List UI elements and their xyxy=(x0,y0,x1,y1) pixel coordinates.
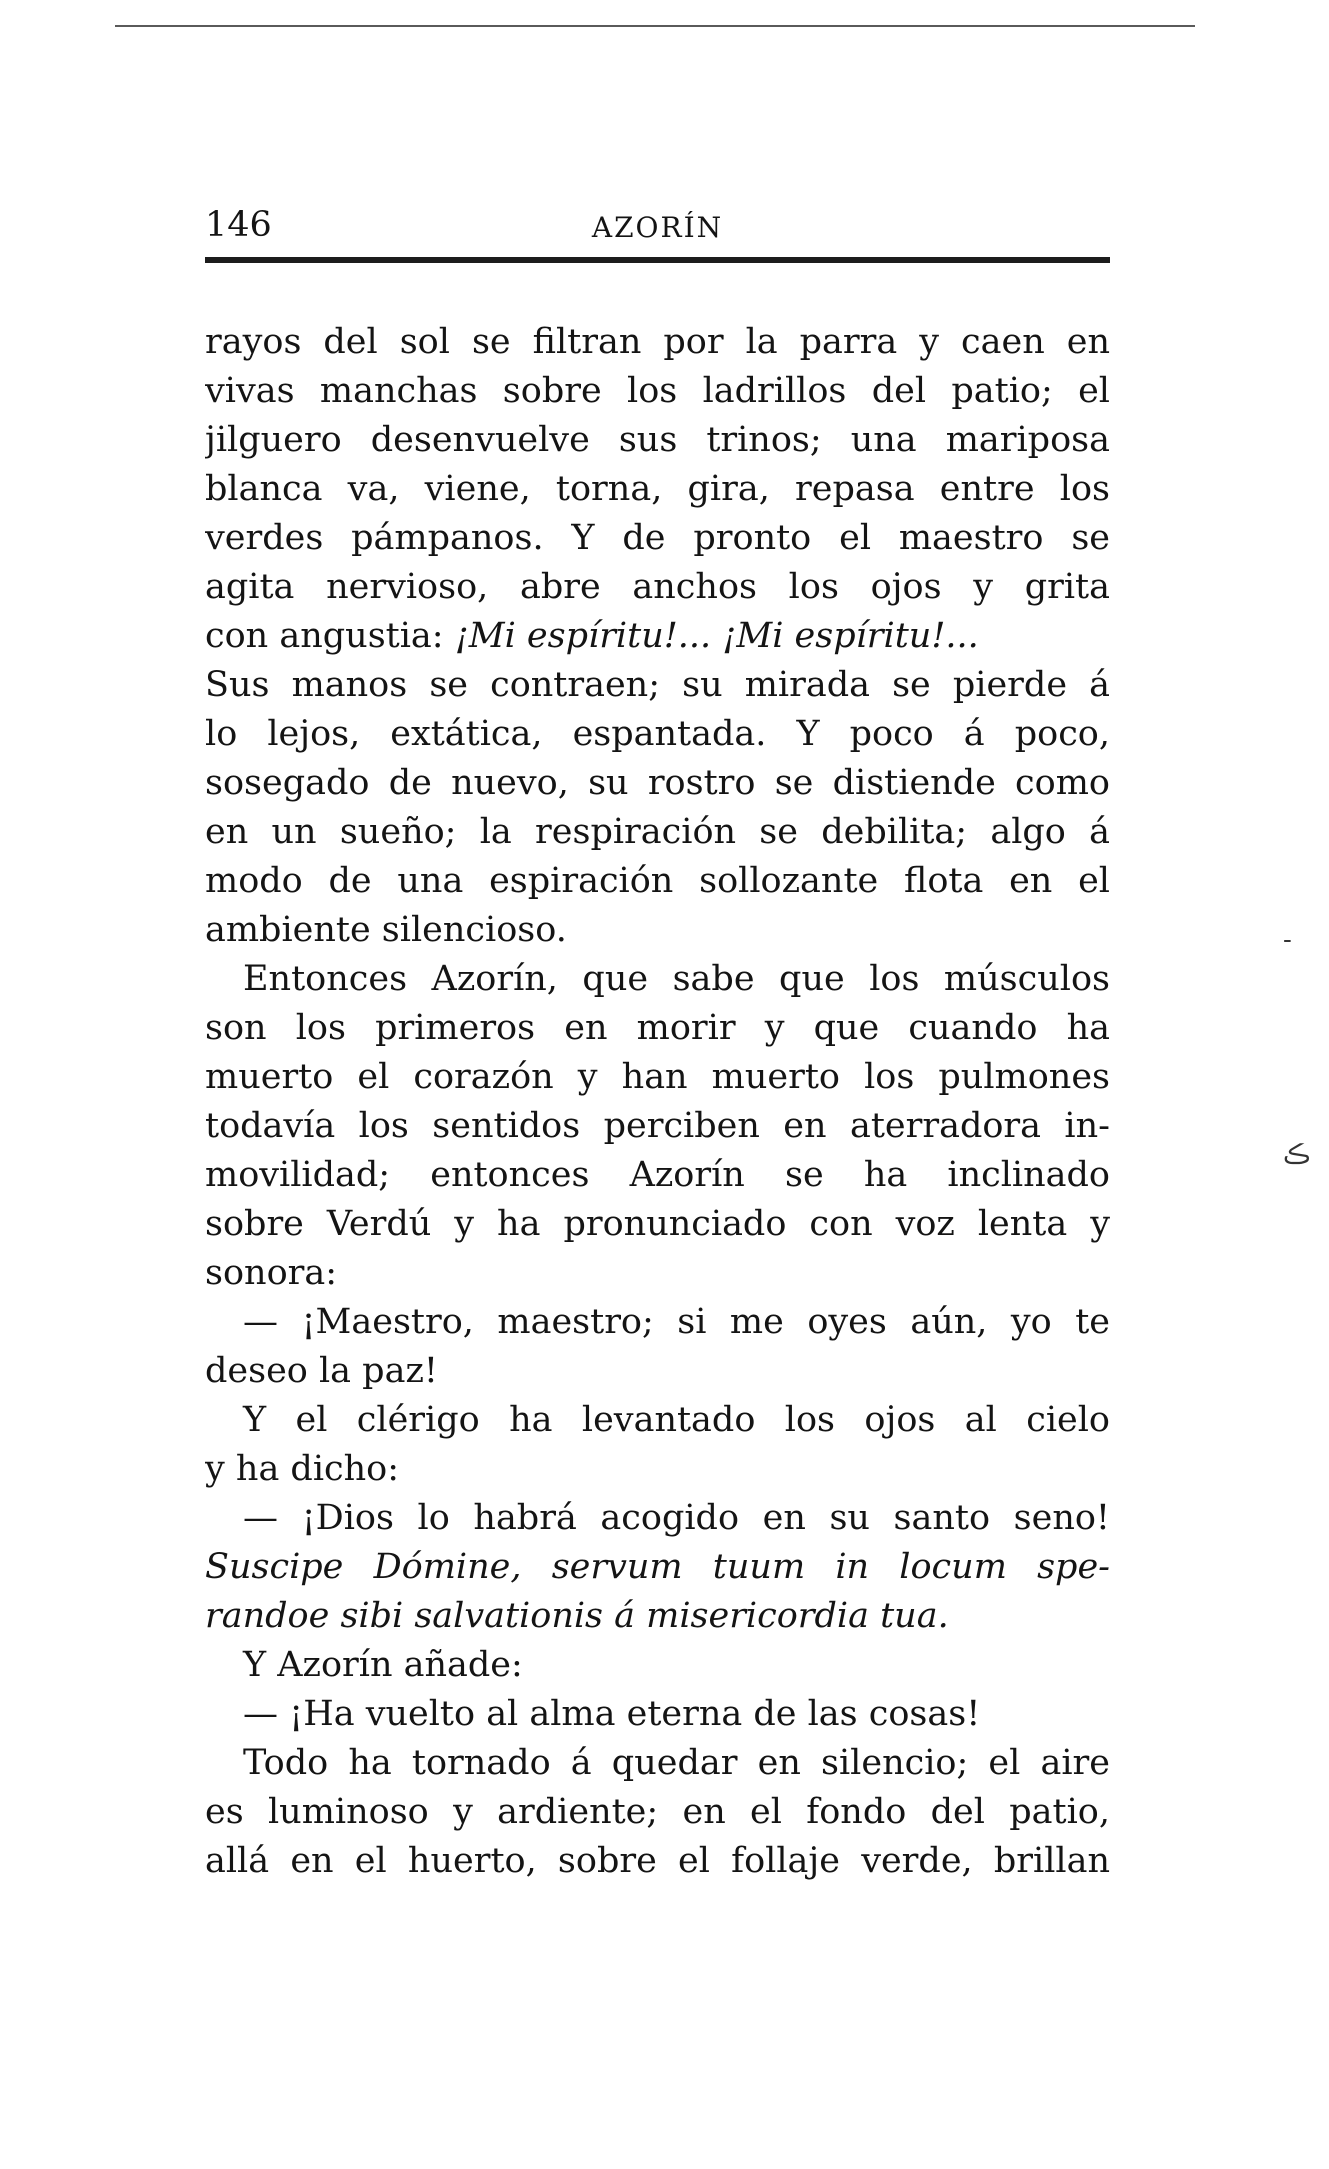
text-line: ambiente silencioso. xyxy=(205,910,567,950)
text-line: Sus manos se contraen; su mirada se pierde á xyxy=(205,665,1110,705)
dialogue-line: — ¡Maestro, maestro; si me oyes aún, yo te xyxy=(243,1302,1110,1342)
latin-line: randoe sibi salvationis á misericordia tua. xyxy=(205,1596,949,1636)
text-line: sonora: xyxy=(205,1253,338,1293)
text-line-mixed xyxy=(205,612,1110,661)
latin-line: Suscipe Dómine, servum tuum in locum spe- xyxy=(205,1547,1110,1587)
margin-mark: - xyxy=(1283,925,1292,955)
text-line: rayos del sol se filtran por la parra y caen en xyxy=(205,322,1110,362)
text-line: sosegado de nuevo, su rostro se distiende como xyxy=(205,763,1110,803)
body-text xyxy=(205,318,1110,1886)
text-line: Y el clérigo ha levantado los ojos al cielo xyxy=(243,1400,1110,1440)
text-line: son los primeros en morir y que cuando ha xyxy=(205,1008,1110,1048)
text-line: vivas manchas sobre los ladrillos del patio; el xyxy=(205,371,1110,411)
margin-mark: ڪ xyxy=(1283,1140,1311,1170)
text-line: Todo ha tornado á quedar en silencio; el aire xyxy=(243,1743,1110,1783)
text-line: Entonces Azorín, que sabe que los músculos xyxy=(243,959,1110,999)
text-line: muerto el corazón y han muerto los pulmones xyxy=(205,1057,1110,1097)
text-line: y ha dicho: xyxy=(205,1449,400,1489)
italic-exclamation: ¡Mi espíritu!... ¡Mi espíritu!... xyxy=(454,616,979,656)
running-head: AZORÍN xyxy=(591,211,724,244)
text-line: sobre Verdú y ha pronunciado con voz lenta y xyxy=(205,1204,1110,1244)
text-line: allá en el huerto, sobre el follaje verde, brillan xyxy=(205,1841,1110,1881)
text-line: todavía los sentidos perciben en aterradora in- xyxy=(205,1106,1110,1146)
text-line: deseo la paz! xyxy=(205,1351,438,1391)
text-line: blanca va, viene, torna, gira, repasa entre los xyxy=(205,469,1110,509)
text-line: verdes pámpanos. Y de pronto el maestro se xyxy=(205,518,1110,558)
text-line: es luminoso y ardiente; en el fondo del patio, xyxy=(205,1792,1110,1832)
text-line: movilidad; entonces Azorín se ha inclinado xyxy=(205,1155,1110,1195)
text-line: modo de una espiración sollozante flota en el xyxy=(205,861,1110,901)
page-header xyxy=(205,205,1110,255)
text-line: Y Azorín añade: xyxy=(243,1645,523,1685)
text-line: lo lejos, extática, espantada. Y poco á poco, xyxy=(205,714,1110,754)
dialogue-line: — ¡Dios lo habrá acogido en su santo seno! xyxy=(243,1498,1110,1538)
text-line: agita nervioso, abre anchos los ojos y grita xyxy=(205,567,1110,607)
top-edge-rule xyxy=(115,25,1195,27)
header-rule xyxy=(205,257,1110,263)
text-line: en un sueño; la respiración se debilita; algo á xyxy=(205,812,1110,852)
page-number: 146 xyxy=(205,205,272,245)
text-line: jilguero desenvuelve sus trinos; una mariposa xyxy=(205,420,1110,460)
text-span: con angustia: xyxy=(205,616,455,656)
dialogue-line: — ¡Ha vuelto al alma eterna de las cosas! xyxy=(243,1694,981,1734)
